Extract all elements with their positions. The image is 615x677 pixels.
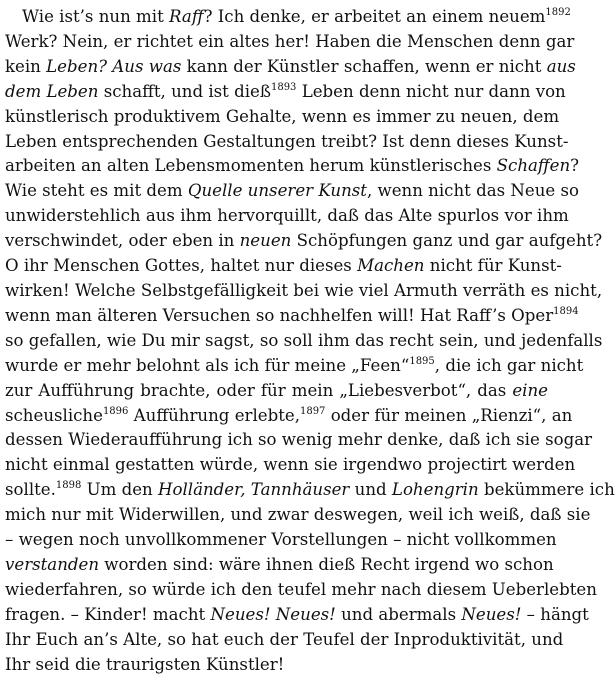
text-line	[5, 130, 569, 155]
text-run: Ihr seid die traurigsten Künstler!	[5, 654, 285, 674]
text-run: , die ich gar nicht	[434, 355, 584, 375]
text-run: scheusliche	[5, 405, 103, 425]
emphasis-text: Lohengrin	[391, 480, 479, 500]
text-run: künstlerisch produktivem Gehalte, wenn es immer zu neuen, dem	[5, 106, 560, 126]
text-line	[5, 354, 584, 379]
text-run: O ihr Menschen Gottes, haltet nur dieses	[5, 256, 358, 276]
emphasis-text: Machen	[357, 256, 425, 276]
text-run: Schöpfungen ganz und gar aufgeht?	[291, 231, 603, 251]
text-line	[5, 404, 573, 429]
text-run: Werk? Nein, er richtet ein altes her! Haben die Menschen denn gar	[5, 31, 575, 51]
text-run: Wie steht es mit dem	[5, 181, 188, 201]
text-run: bekümmere ich	[478, 480, 615, 500]
text-run: Wie ist’s nun mit	[22, 7, 170, 26]
text-line	[5, 55, 576, 80]
text-line	[5, 653, 548, 677]
text-run: Leben entsprechenden Gestaltungen treibt? Ist denn dieses Kunst-	[5, 131, 569, 151]
emphasis-text: aus	[546, 56, 576, 76]
text-line	[5, 628, 564, 653]
emphasis-text: eine	[512, 380, 548, 400]
text-line	[5, 179, 580, 204]
text-run: Ihr Euch an’s Alte, so hat euch der Teufel der Inproduktivität, und	[5, 629, 564, 649]
text-run: Leben denn nicht nur dann von	[296, 81, 566, 101]
emphasis-text: verstanden	[5, 554, 100, 574]
emphasis-text: Leben? Aus was	[46, 56, 182, 76]
letter-paragraph	[5, 5, 615, 677]
text-run: ?	[570, 156, 580, 176]
text-line	[5, 329, 603, 354]
text-line	[5, 578, 597, 603]
text-run: schafft, und ist dieß	[98, 81, 271, 101]
text-line	[5, 478, 615, 503]
text-run: und	[349, 480, 392, 500]
text-run: dessen Wiederaufführung ich so wenig mehr denke, daß ich sie sogar	[5, 430, 593, 450]
text-line	[5, 503, 591, 528]
text-line	[5, 304, 579, 329]
text-run: unwiderstehlich aus ihm hervorquillt, daß das Alte spurlos vor ihm	[5, 206, 569, 226]
text-run: mich nur mit Widerwillen, und zwar deswegen, weil ich weiß, daß sie	[5, 505, 591, 525]
footnote-ref: 1894	[553, 305, 579, 317]
text-line	[5, 254, 562, 279]
footnote-ref: 1892	[545, 7, 571, 18]
text-line	[5, 428, 593, 453]
emphasis-text: neuen	[239, 231, 292, 251]
footnote-ref: 1893	[270, 81, 297, 93]
text-run: wurde er mehr belohnt als ich für meine „Feen“	[5, 355, 410, 375]
text-run: nicht für Kunst-	[424, 256, 562, 276]
text-line	[5, 154, 580, 179]
text-run: arbeiten an alten Lebensmomenten herum künstlerisches	[5, 156, 497, 176]
footnote-ref: 1898	[55, 480, 82, 492]
text-line	[5, 204, 569, 229]
text-line	[5, 553, 554, 578]
footnote-ref: 1895	[409, 355, 435, 367]
text-line	[5, 453, 576, 478]
emphasis-text: Schaffen	[496, 156, 571, 176]
text-line	[5, 528, 557, 553]
text-run: so gefallen, wie Du mir sagst, so soll ihm das recht sein, und jedenfalls	[5, 330, 603, 350]
text-line	[5, 5, 571, 30]
text-run: Aufführung erlebte,	[128, 405, 300, 425]
text-run: verschwindet, oder eben in	[5, 231, 240, 251]
text-run: und abermals	[335, 604, 462, 624]
text-run: kein	[5, 56, 47, 76]
emphasis-text: Neues! Neues!	[210, 604, 336, 624]
text-run: wirken! Welche Selbstgefälligkeit bei wie viel Armuth verräth es nicht,	[5, 280, 603, 300]
text-run: wenn man älteren Versuchen so nachhelfen will! Hat Raff’s Oper	[5, 305, 554, 325]
text-run: zur Aufführung brachte, oder für mein „Liebesverbot“, das	[5, 380, 513, 400]
text-run: – wegen noch unvollkommener Vorstellungen – nicht vollkommen	[5, 530, 557, 550]
text-line	[5, 30, 575, 55]
footnote-ref: 1897	[299, 405, 326, 417]
emphasis-text: Quelle unserer Kunst	[187, 181, 367, 201]
text-run: worden sind: wäre ihnen dieß Recht irgend wo schon	[99, 554, 554, 574]
text-line	[5, 603, 589, 628]
text-line	[5, 229, 603, 254]
text-line	[5, 80, 566, 105]
footnote-ref: 1896	[102, 405, 129, 417]
text-line	[5, 379, 548, 404]
text-run: fragen. – Kinder! macht	[5, 604, 211, 624]
emphasis-text: Neues!	[461, 604, 522, 624]
text-run: Um den	[81, 480, 159, 500]
emphasis-text: Raff	[169, 7, 204, 26]
text-run: kann der Künstler schaffen, wenn er nicht	[181, 56, 547, 76]
text-run: ? Ich denke, er arbeitet an einem neuem	[203, 7, 546, 26]
text-line	[5, 279, 603, 304]
emphasis-text: Holländer, Tannhäuser	[158, 480, 350, 500]
text-run: sollte.	[5, 480, 56, 500]
text-run: – hängt	[521, 604, 589, 624]
text-run: nicht einmal gestatten würde, wenn sie irgendwo projectirt werden	[5, 455, 576, 475]
emphasis-text: dem Leben	[5, 81, 99, 101]
text-line	[5, 105, 560, 130]
text-run: , wenn nicht das Neue so	[366, 181, 580, 201]
text-run: oder für meinen „Rienzi“, an	[325, 405, 573, 425]
text-run: wiederfahren, so würde ich den teufel mehr nach diesem Ueberlebten	[5, 579, 597, 599]
